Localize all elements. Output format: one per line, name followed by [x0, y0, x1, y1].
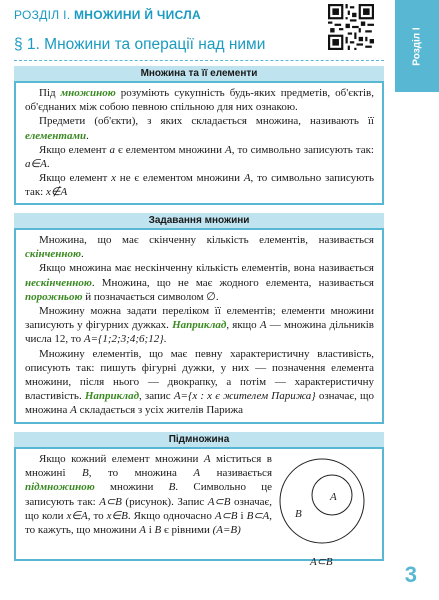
- venn-label-a: A: [330, 491, 337, 503]
- venn-label-b: B: [295, 508, 302, 520]
- page-number: 3: [404, 562, 417, 587]
- side-tab-label: Розділ І: [411, 26, 423, 66]
- paragraph: Множину можна задати переліком її елементів; елементи множини записують у фігурних дужках. Наприклад, якщо A — множина дільників числа 12, то A={1;2;3;4;6;12}.: [25, 305, 375, 346]
- paragraph: Якщо множина має нескінченну кількість елементів, вона називається нескінченною. Множина, що не має жодного елемента, називається порожньою й позначається символом ∅.: [25, 262, 374, 303]
- block-body-definition: [14, 228, 384, 424]
- chapter-side-tab: [395, 0, 439, 92]
- block-body-subset: [14, 447, 384, 568]
- qr-code-icon[interactable]: [328, 4, 374, 50]
- section-divider: [14, 60, 384, 61]
- paragraph: Під множиною розуміють сукупність будь-яких предметів, об'єктів, об'єднаних між собою певною спільною для них ознакою.: [25, 87, 374, 114]
- venn-caption: A⊂B: [310, 556, 333, 568]
- chapter-prefix: РОЗДІЛ І.: [14, 8, 71, 22]
- venn-diagram: [276, 455, 372, 573]
- section-title: § 1. Множини та операції над ними: [14, 36, 266, 53]
- paragraph: Якщо кожний елемент множини A міститься в множині B, то множина A називається підмножиною множини B. Символьно це записують так: A⊂B (рисунок). Запис A⊂B означає, що коли x∈A, то x∈B. Якщо одночасно A⊂B і B⊂A, то кажуть, що множини A і B є рівними (A=B): [25, 453, 273, 537]
- block-header-elements: Множина та її елементи: [14, 66, 384, 81]
- block-header-subset: Підмножина: [14, 432, 384, 447]
- block-body-elements: [14, 81, 384, 205]
- paragraph: Предмети (об'єкти), з яких складається множина, називають її елементами.: [25, 115, 374, 142]
- block-header-definition: Задавання множини: [14, 213, 384, 228]
- paragraph: Якщо елемент x не є елементом множини A, то символьно записують так: x∉A: [25, 172, 375, 199]
- chapter-header: [14, 8, 201, 22]
- paragraph: Множину елементів, що має певну характеристичну властивість, описують так: пишуть фігурні дужки, у них — позначення елемента множини, після нього — двокрапку, а потім — характеристичну властивість. Наприклад, запис A={x : x є жителем Парижа} означає, що множина A складається з усіх жителів Парижа: [25, 347, 374, 417]
- paragraph: Множина, що має скінченну кількість елементів, називається скінченною.: [25, 234, 374, 261]
- chapter-title: МНОЖИНИ Й ЧИСЛА: [74, 8, 201, 22]
- paragraph: Якщо елемент a є елементом множини A, то символьно записують так: a∈A.: [25, 143, 374, 171]
